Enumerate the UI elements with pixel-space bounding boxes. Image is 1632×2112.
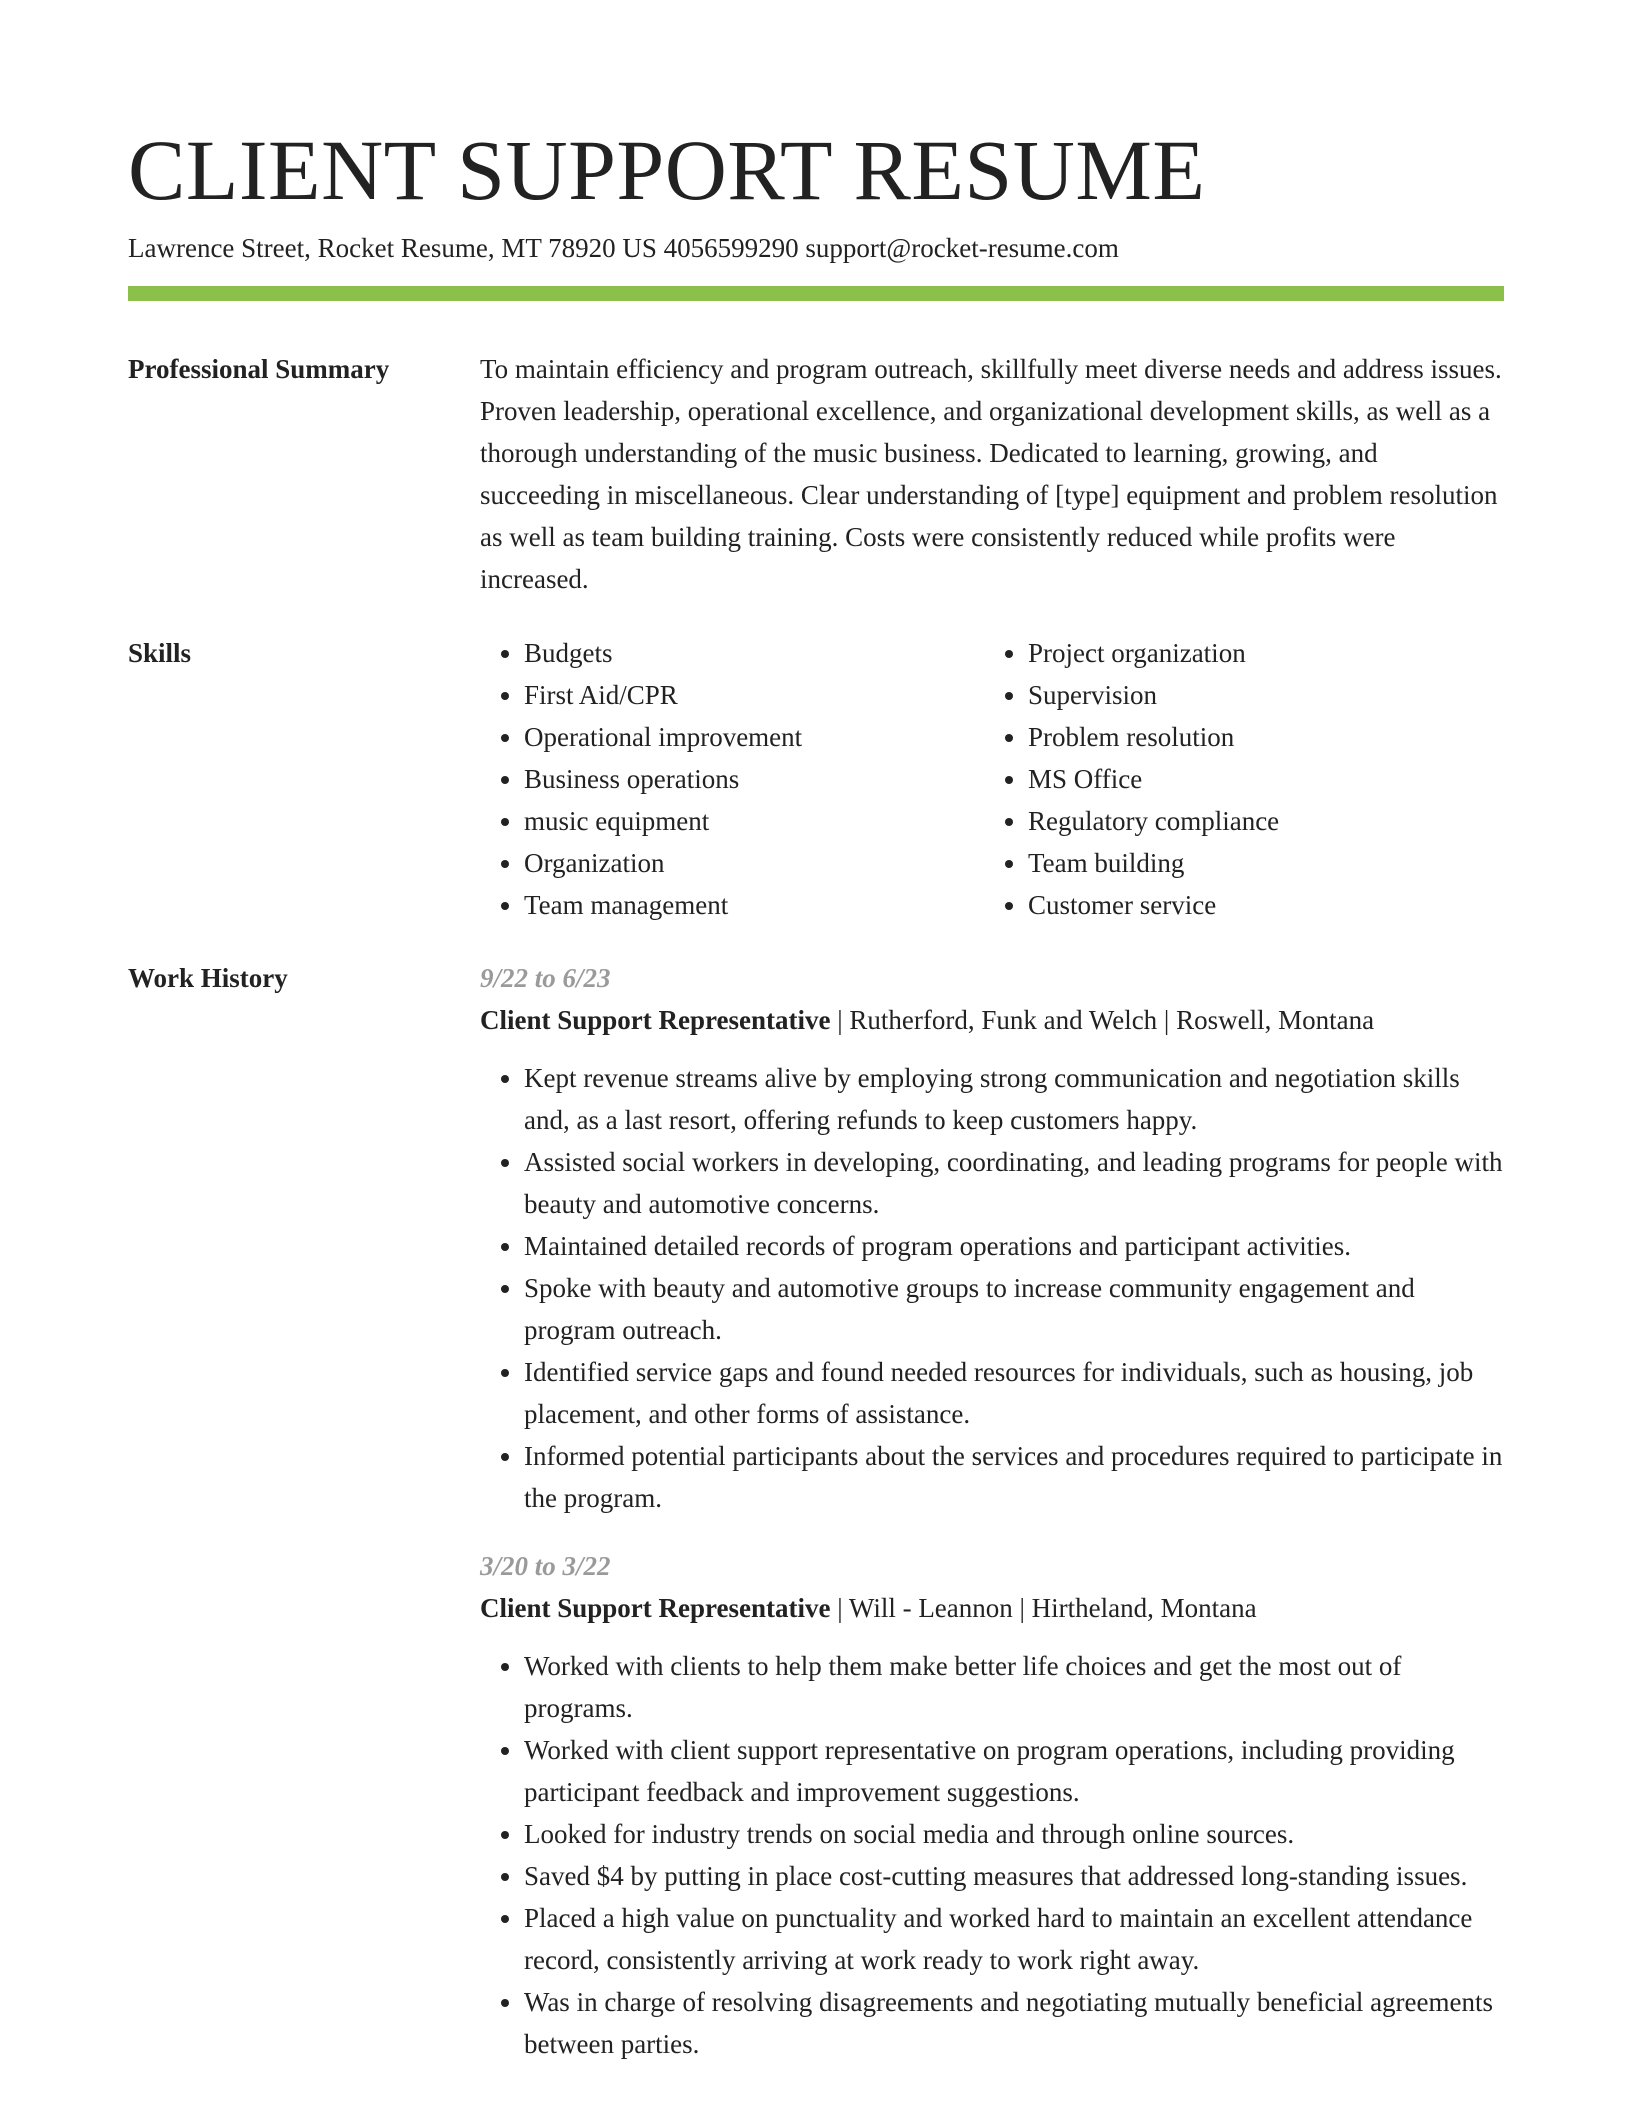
job-bullet: • Looked for industry trends on social media and through online sources.: [524, 1813, 1504, 1855]
skill-item: • Budgets: [524, 632, 984, 674]
job-bullet: • Identified service gaps and found needed resources for individuals, such as housing, job placement, and other forms of assistance.: [524, 1351, 1504, 1435]
job-bullet: • Spoke with beauty and automotive groups to increase community engagement and program outreach.: [524, 1267, 1504, 1351]
skill-item: • Customer service: [1028, 884, 1488, 926]
summary-text: To maintain efficiency and program outreach, skillfully meet diverse needs and address issues. Proven leadership, operational excellence, and organizational development skills, as well as a thorough understanding of the music business. Dedicated to learning, growing, and succeeding in miscellaneous. Clear understanding of [type] equipment and problem resolution as well as team building training. Costs were consistently reduced while profits were increased.: [480, 354, 1502, 594]
job-bullet: • Maintained detailed records of program operations and participant activities.: [524, 1225, 1504, 1267]
skill-item: • Organization: [524, 842, 984, 884]
job-bullet: • Was in charge of resolving disagreements and negotiating mutually beneficial agreements between parties.: [524, 1981, 1504, 2065]
skills-label: Skills: [128, 638, 192, 668]
skill-item: • Regulatory compliance: [1028, 800, 1488, 842]
job-dates: 9/22 to 6/23: [480, 963, 611, 993]
skill-item: • Business operations: [524, 758, 984, 800]
job-bullet: • Worked with client support representative on program operations, including providing participant feedback and improvement suggestions.: [524, 1729, 1504, 1813]
contact-line: Lawrence Street, Rocket Resume, MT 78920 US 4056599290 support@rocket-resume.com: [128, 233, 1119, 263]
work-history-body: [480, 957, 1504, 2091]
job-bullet-list: [480, 1057, 1504, 1519]
job-bullet: • Informed potential participants about the services and procedures required to participate in the program.: [524, 1435, 1504, 1519]
job-details: | Rutherford, Funk and Welch | Roswell, Montana: [830, 1005, 1375, 1035]
job-title: Client Support Representative: [480, 1593, 831, 1623]
skills-body: [480, 632, 1504, 926]
job-entry: [480, 1545, 1504, 2065]
skill-item: • music equipment: [524, 800, 984, 842]
job-bullet-list: [480, 1645, 1504, 2065]
header-divider: [128, 286, 1504, 301]
job-bullet: • Placed a high value on punctuality and worked hard to maintain an excellent attendance record, consistently arriving at work ready to work right away.: [524, 1897, 1504, 1981]
skill-item: • MS Office: [1028, 758, 1488, 800]
skill-item: • Operational improvement: [524, 716, 984, 758]
job-entry: [480, 957, 1504, 1519]
skill-item: • Project organization: [1028, 632, 1488, 674]
skill-item: • Team building: [1028, 842, 1488, 884]
job-dates: 3/20 to 3/22: [480, 1551, 611, 1581]
job-bullet: • Kept revenue streams alive by employing strong communication and negotiation skills and, as a last resort, offering refunds to keep customers happy.: [524, 1057, 1504, 1141]
job-bullet: • Worked with clients to help them make better life choices and get the most out of programs.: [524, 1645, 1504, 1729]
skills-list-right: [984, 632, 1488, 926]
skill-item: • Team management: [524, 884, 984, 926]
skill-item: • Problem resolution: [1028, 716, 1488, 758]
skills-columns: [480, 632, 1504, 926]
job-heading: [480, 1587, 1504, 1629]
summary-body: [480, 348, 1504, 600]
skill-item: • Supervision: [1028, 674, 1488, 716]
job-details: | Will - Leannon | Hirtheland, Montana: [830, 1593, 1257, 1623]
job-title: Client Support Representative: [480, 1005, 831, 1035]
skill-item: • First Aid/CPR: [524, 674, 984, 716]
work-history-label: Work History: [128, 963, 288, 993]
job-heading: [480, 999, 1504, 1041]
skills-list-left: [480, 632, 984, 926]
resume-title: CLIENT SUPPORT RESUME: [128, 122, 1206, 218]
summary-label: Professional Summary: [128, 354, 390, 384]
job-bullet: • Saved $4 by putting in place cost-cutting measures that addressed long-standing issues.: [524, 1855, 1504, 1897]
job-bullet: • Assisted social workers in developing, coordinating, and leading programs for people with beauty and automotive concerns.: [524, 1141, 1504, 1225]
